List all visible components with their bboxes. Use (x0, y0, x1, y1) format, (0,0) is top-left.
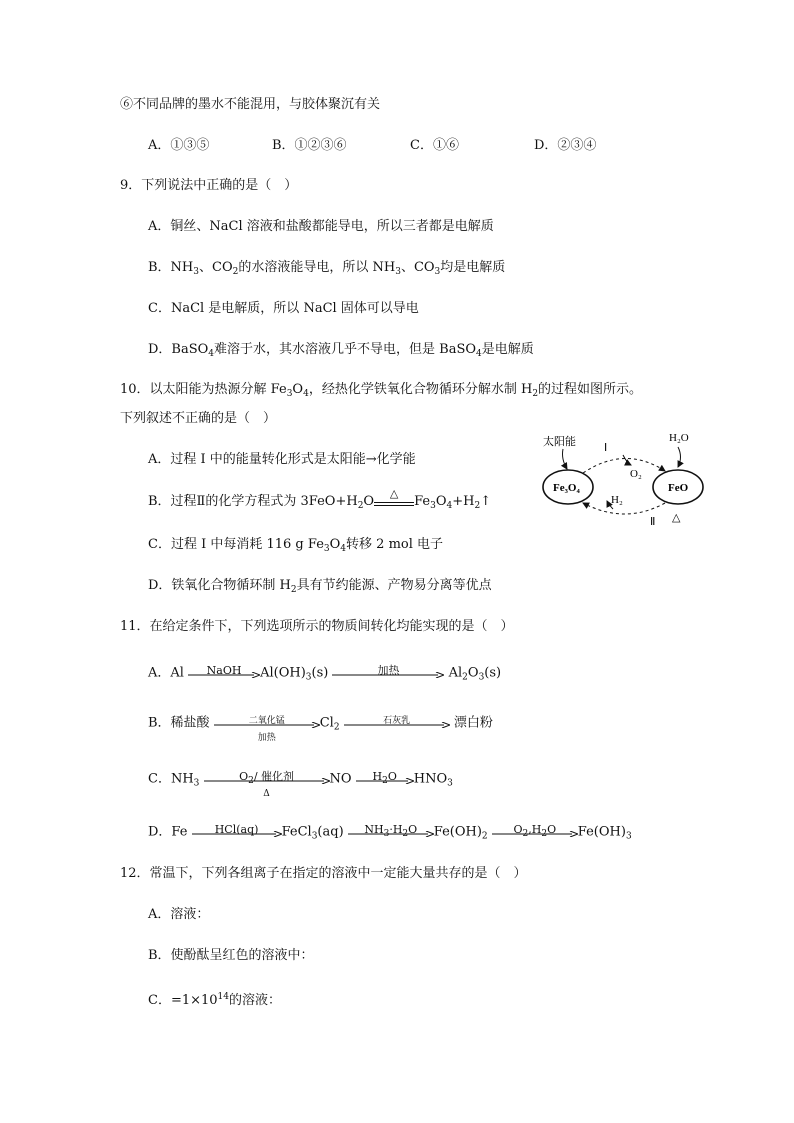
q12-stem: 12．常温下，下列各组离子在指定的溶液中一定能大量共存的是（ ） (120, 866, 527, 881)
iron-oxide-cycle-diagram (535, 425, 715, 535)
reaction-arrow: $O_2,H_2O$ (492, 821, 578, 843)
label-h2: H₂ (611, 494, 623, 506)
q8-option-c: C．①⑥ (410, 138, 459, 153)
label-water: H₂O (669, 432, 689, 444)
q10-option-b: B．过程Ⅱ的化学方程式为 $3FeO+H_2O$ △ $Fe_3O_4+H_2↑$ (148, 486, 492, 511)
q11-option-c: C．$NH_3$ $O_2/$ 催化剂 Δ NO $H_2O$ $HNO_3$ (148, 770, 453, 799)
q9-option-b: B．$NH_3$、$CO_2$的水溶液能导电，所以 $NH_3$、$CO_3$均是电解质 (148, 260, 506, 277)
q12-option-c: C．$=1\times 10^{14}$的溶液： (148, 992, 282, 1008)
q11-option-b: B．稀盐酸 二氧化锰 加热 $Cl_2$ 石灰乳 漂白粉 (148, 712, 493, 739)
reaction-arrow: NaOH (188, 662, 260, 684)
q8-option-a: A．①③⑤ (148, 138, 210, 153)
q11-stem: 11．在给定条件下，下列选项所示的物质间转化均能实现的是（ ） (120, 619, 514, 634)
q10-stem: 10．以太阳能为热源分解 $Fe_3O_4$，经热化学铁氧化合物循环分解水制 $H_2$的过程如图所示。 (120, 382, 643, 399)
q12-option-a: A．溶液： (148, 907, 210, 922)
q8-option-b: B．①②③⑥ (272, 138, 347, 153)
reaction-arrow: $NH_3\cdot H_2O$ (348, 821, 434, 843)
label-o2: O₂ (630, 468, 642, 480)
label-feo: FeO (668, 482, 689, 494)
q9-option-a: A．铜丝、NaCl 溶液和盐酸都能导电，所以三者都是电解质 (148, 219, 494, 234)
q9-stem: 9．下列说法中正确的是（ ） (120, 178, 298, 193)
q10-option-a: A．过程 I 中的能量转化形式是太阳能→化学能 (148, 452, 416, 467)
q12-option-b: B．使酚酞呈红色的溶液中： (148, 948, 314, 963)
equilibrium-condition: △ (374, 494, 414, 510)
q9-option-c: C．NaCl 是电解质，所以 NaCl 固体可以导电 (148, 301, 419, 316)
q9-option-d: D．BaSO$_4$难溶于水，其水溶液几乎不导电，但是 BaSO$_4$是电解质 (148, 342, 534, 359)
reaction-arrow: $O_2/$ 催化剂 Δ (204, 768, 330, 790)
label-fe3o4: Fe₃O₄ (553, 482, 580, 494)
q11-option-d: D．Fe HCl(aq) FeCl$_3$(aq) $NH_3\cdot H_2O$ $Fe(OH)_2$ $O_2,H_2O$ $Fe(OH)_3$ (148, 823, 632, 842)
reaction-arrow: $H_2O$ (356, 768, 414, 790)
reaction-arrow: 加热 (332, 662, 444, 684)
cycle-diagram-svg (535, 425, 715, 535)
q8-item6: ⑥不同品牌的墨水不能混用，与胶体聚沉有关 (120, 97, 381, 112)
q10-option-c: C．过程 I 中每消耗 116 g $Fe_3O_4$转移 2 mol 电子 (148, 537, 444, 554)
reaction-arrow: HCl(aq) (192, 821, 282, 843)
q10-option-d: D．铁氧化合物循环制 $H_2$具有节约能源、产物易分离等优点 (148, 578, 492, 595)
q10-stem-line2: 下列叙述不正确的是（ ） (120, 411, 277, 426)
reaction-arrow: 二氧化锰 加热 (214, 712, 320, 734)
label-step2: Ⅱ (650, 516, 656, 528)
label-sun: 太阳能 (543, 436, 576, 448)
reaction-arrow: 石灰乳 (344, 712, 450, 734)
label-step1: Ⅰ (604, 442, 608, 454)
q8-option-d: D．②③④ (534, 138, 597, 153)
label-heat: △ (672, 512, 681, 524)
q11-option-a: A．Al NaOH $Al(OH)_3(s)$ 加热 $Al_2O_3(s)$ (148, 664, 502, 683)
